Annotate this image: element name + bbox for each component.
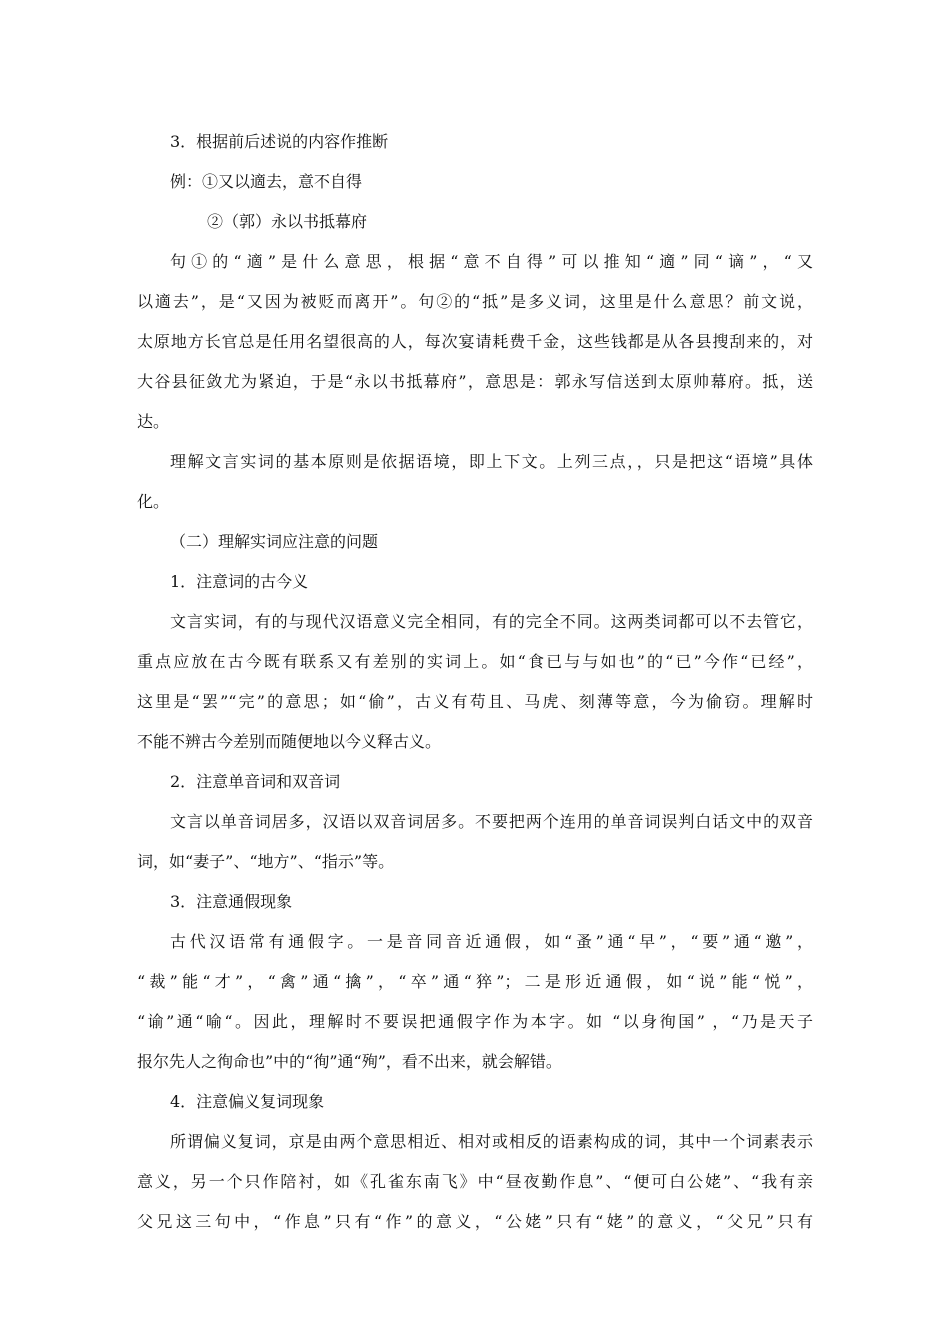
document-body bbox=[137, 122, 813, 1242]
paragraph-line: 文言以单音词居多，汉语以双音词居多。不要把两个连用的单音词误判白话文中的双音 bbox=[170, 812, 813, 831]
example-line: ②（郭）永以书抵幕府 bbox=[207, 212, 368, 231]
example-line: 例：①又以適去，意不自得 bbox=[170, 172, 363, 191]
paragraph-line: 化。 bbox=[137, 492, 170, 511]
paragraph-line: 大谷县征敛尤为紧迫，于是“永以书抵幕府”，意思是：郭永写信送到太原帅幕府。抵，送 bbox=[137, 372, 813, 391]
paragraph-line: 达。 bbox=[137, 412, 170, 431]
section-heading: 3．根据前后述说的内容作推断 bbox=[170, 132, 389, 151]
paragraph-line: 理解文言实词的基本原则是依据语境，即上下文。上列三点，，只是把这“语境”具体 bbox=[170, 452, 813, 471]
subsection-heading: 1．注意词的古今义 bbox=[170, 572, 309, 591]
paragraph-line: 父兄这三句中，“作息”只有“作”的意义，“公姥”只有“姥”的意义，“父兄”只有 bbox=[137, 1212, 813, 1231]
paragraph-line: 以適去”，是“又因为被贬而离开”。句②的“抵”是多义词，这里是什么意思？前文说， bbox=[137, 292, 813, 311]
subsection-heading: 4．注意偏义复词现象 bbox=[170, 1092, 325, 1111]
paragraph-line: 报尔先人之徇命也”中的“徇”通“殉”，看不出来，就会解错。 bbox=[137, 1052, 562, 1071]
paragraph-line: “裁”能“才”，“禽”通“擒”，“卒”通“猝”；二是形近通假，如“说”能“悦”， bbox=[137, 972, 813, 991]
paragraph-line: 词，如“妻子”、“地方”、“指示”等。 bbox=[137, 852, 395, 871]
paragraph-line: 古代汉语常有通假字。一是音同音近通假，如“蚤”通“早”，“要”通“邀”， bbox=[170, 932, 813, 951]
paragraph-line: 意义，另一个只作陪衬，如《孔雀东南飞》中“昼夜勤作息”、“便可白公姥”、“我有亲 bbox=[137, 1172, 813, 1191]
paragraph-line: 重点应放在古今既有联系又有差别的实词上。如“食已与与如也”的“已”今作“已经”， bbox=[137, 652, 813, 671]
paragraph-line: 这里是“罢”“完”的意思；如“偷”，古义有苟且、马虎、刻薄等意，今为偷窃。理解时 bbox=[137, 692, 813, 711]
paragraph-line: 所谓偏义复词，京是由两个意思相近、相对或相反的语素构成的词，其中一个词素表示 bbox=[170, 1132, 813, 1151]
paragraph-line: 文言实词，有的与现代汉语意义完全相同，有的完全不同。这两类词都可以不去管它， bbox=[170, 612, 813, 631]
subsection-heading: 2．注意单音词和双音词 bbox=[170, 772, 341, 791]
paragraph-line: 不能不辨古今差别而随便地以今义释古义。 bbox=[137, 732, 442, 751]
subsection-heading: 3．注意通假现象 bbox=[170, 892, 293, 911]
paragraph-line: 句①的“適”是什么意思，根据“意不自得”可以推知“適”同“谪”，“又 bbox=[170, 252, 813, 271]
paragraph-line: “谕”通“喻“。因此，理解时不要误把通假字作为本字。如 “以身徇国” ，“乃是天子 bbox=[137, 1012, 813, 1031]
section-heading: （二）理解实词应注意的问题 bbox=[170, 532, 379, 551]
paragraph-line: 太原地方长官总是任用名望很高的人，每次宴请耗费千金，这些钱都是从各县搜刮来的，对 bbox=[137, 332, 813, 351]
